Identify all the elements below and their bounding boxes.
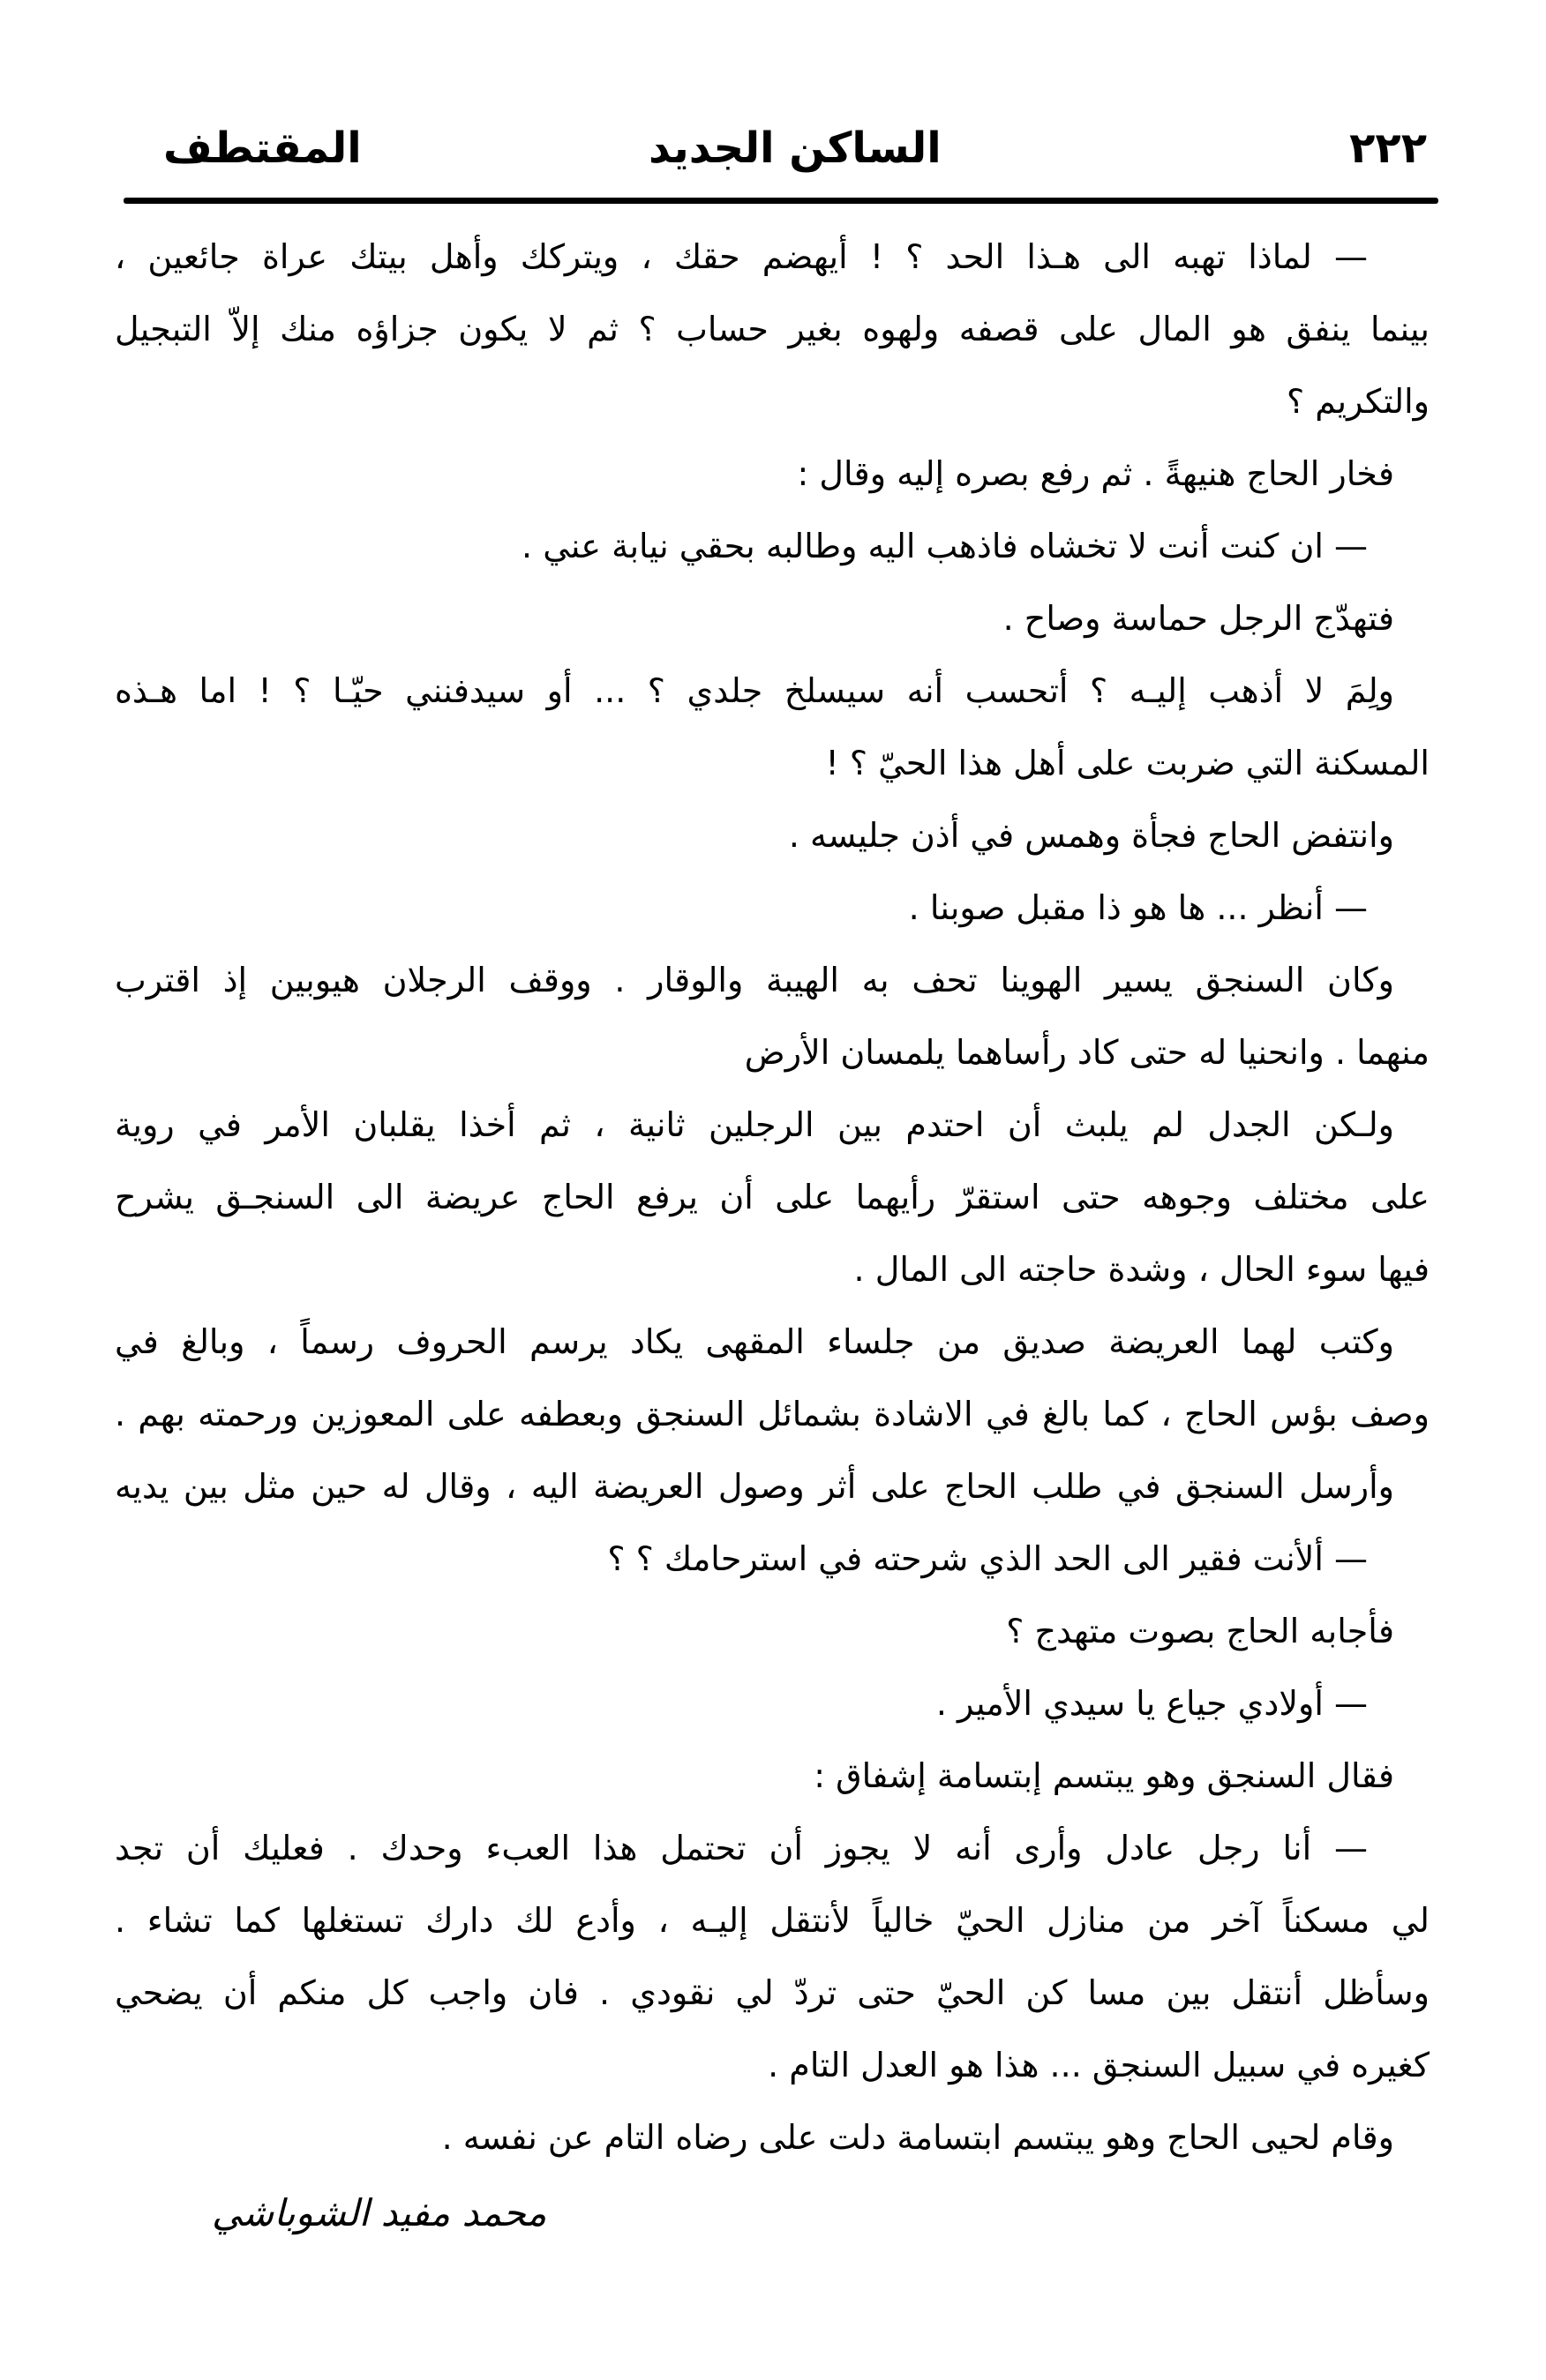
text-line: وانتفض الحاج فجأة وهمس في أذن جليسه . [788, 816, 1394, 855]
text-line: المسكنة التي ضربت على أهل هذا الحيّ ؟ ! [825, 744, 1430, 782]
text-line: — أنظر ... ها هو ذا مقبل صوبنا . [908, 888, 1368, 927]
text-line: وكتب لهما العريضة صديق من جلساء المقهى يكاد يرسم الحروف رسماً ، وبالغ في [115, 1322, 1394, 1361]
article-body [115, 0, 1430, 2174]
text-line: كغيره في سبيل السنجق ... هذا هو العدل التام . [768, 2046, 1430, 2084]
text-line: على مختلف وجوهه حتى استقرّ رأيهما على أن يرفع الحاج عريضة الى السنجـق يشرح [115, 1178, 1430, 1216]
text-line: فخار الحاج هنيهةً . ثم رفع بصره إليه وقال : [797, 454, 1394, 493]
text-line: وقام لحيى الحاج وهو يبتسم ابتسامة دلت على رضاه التام عن نفسه . [441, 2118, 1394, 2157]
text-line: ولـكن الجدل لم يلبث أن احتدم بين الرجلين ثانية ، ثم أخذا يقلبان الأمر في روية [115, 1105, 1394, 1144]
text-line: — لماذا تهبه الى هـذا الحد ؟ ! أيهضم حقك ، ويتركك وأهل بيتك عراة جائعين ، [115, 237, 1368, 276]
text-line: فيها سوء الحال ، وشدة حاجته الى المال . [853, 1250, 1430, 1289]
text-line: — ألأنت فقير الى الحد الذي شرحته في استرحامك ؟ ؟ [607, 1539, 1368, 1578]
text-line: وكان السنجق يسير الهوينا تحف به الهيبة والوقار . ووقف الرجلان هيوبين إذ اقترب [115, 961, 1394, 999]
text-line: ولِمَ لا أذهب إليـه ؟ أتحسب أنه سيسلخ جلدي ؟ ... أو سيدفنني حيّـا ؟ ! اما هـذه [115, 671, 1394, 710]
text-line: فأجابه الحاج بصوت متهدج ؟ [1006, 1612, 1394, 1650]
text-line: — أنا رجل عادل وأرى أنه لا يجوز أن تحتمل هذا العبء وحدك . فعليك أن تجد [115, 1829, 1368, 1867]
text-line: وسأظل أنتقل بين مسا كن الحيّ حتى تردّ لي نقودي . فان واجب كل منكم أن يضحي [115, 1973, 1430, 2012]
text-line: وأرسل السنجق في طلب الحاج على أثر وصول العريضة اليه ، وقال له حين مثل بين يديه [115, 1467, 1394, 1506]
text-line: فتهدّج الرجل حماسة وصاح . [1002, 599, 1394, 638]
text-line: لي مسكناً آخر من منازل الحيّ خالياً لأنتقل إليـه ، وأدع لك دارك تستغلها كما تشاء . [115, 1901, 1430, 1940]
text-line: منهما . وانحنيا له حتى كاد رأساهما يلمسان الأرض [744, 1033, 1430, 1072]
text-line: بينما ينفق هو المال على قصفه ولهوه بغير حساب ؟ ثم لا يكون جزاؤه منك إلاّ التبجيل [115, 310, 1430, 348]
text-line: — أولادي جياع يا سيدي الأمير . [935, 1684, 1368, 1723]
text-line: والتكريم ؟ [1286, 382, 1430, 421]
text-line: — ان كنت أنت لا تخشاه فاذهب اليه وطالبه بحقي نيابة عني . [522, 527, 1368, 565]
author-signature: محمد مفيد الشوباشي [212, 2191, 547, 2234]
page-number: ٢٢٢ [1349, 123, 1427, 173]
journal-name: المقتطف [163, 123, 362, 173]
text-line: وصف بؤس الحاج ، كما بالغ في الاشادة بشمائل السنجق وبعطفه على المعوزين ورحمته بهم . [115, 1395, 1430, 1433]
article-title: الساكن الجديد [649, 123, 942, 173]
text-line: فقال السنجق وهو يبتسم إبتسامة إشفاق : [814, 1756, 1394, 1795]
